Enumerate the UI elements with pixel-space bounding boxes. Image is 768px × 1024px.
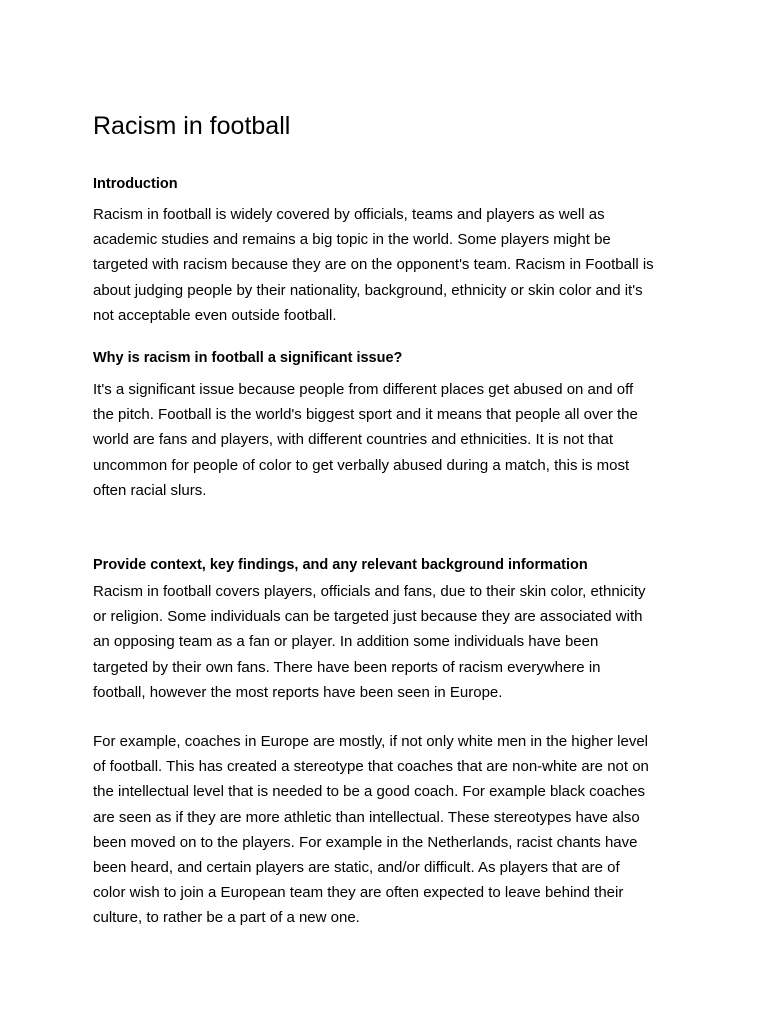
text-line: uncommon for people of color to get verbally abused during a match, this is most: [93, 456, 630, 474]
text-line: Racism in football covers players, officials and fans, due to their skin color, ethnicity: [93, 583, 646, 600]
section-heading-introduction: Introduction: [93, 176, 178, 192]
text-line: the pitch. Football is the world's biggest sport and it means that people all over the: [93, 406, 638, 424]
text-line: about judging people by their nationality, background, ethnicity or skin color and it's: [93, 281, 643, 299]
section-significance-paragraph: [93, 377, 693, 503]
text-line: culture, to rather be a part of a new one.: [93, 909, 360, 927]
text-line: the intellectual level that is needed to be a good coach. For example black coaches: [93, 783, 646, 801]
text-line: football, however the most reports have been seen in Europe.: [93, 683, 503, 701]
text-line: been heard, and certain players are static, and/or difficult. As players that are of: [93, 859, 620, 877]
text-line: For example, coaches in Europe are mostly, if not only white men in the higher level: [93, 733, 648, 750]
text-line: or religion. Some individuals can be targeted just because they are associated with: [93, 608, 643, 626]
text-line: Racism in football is widely covered by officials, teams and players as well as: [93, 206, 605, 223]
section-introduction-paragraph: [93, 202, 693, 328]
text-line: are seen as if they are more athletic than intellectual. These stereotypes have also: [93, 808, 640, 826]
section-heading-context: Provide context, key findings, and any relevant background information: [93, 557, 588, 573]
text-line: been moved on to the players. For example in the Netherlands, racist chants have: [93, 833, 638, 851]
text-line: not acceptable even outside football.: [93, 306, 337, 324]
text-line: targeted by their own fans. There have been reports of racism everywhere in: [93, 658, 601, 676]
section-heading-significance: Why is racism in football a significant issue?: [93, 350, 403, 366]
text-line: world are fans and players, with different countries and ethnicities. It is not that: [93, 431, 614, 449]
text-line: academic studies and remains a big topic in the world. Some players might be: [93, 231, 611, 249]
section-context-paragraph-2: [93, 729, 693, 931]
text-line: an opposing team as a fan or player. In addition some individuals have been: [93, 633, 599, 651]
document-title: Racism in football: [93, 112, 291, 140]
text-line: It's a significant issue because people from different places get abused on and off: [93, 381, 634, 398]
text-line: color wish to join a European team they are often expected to leave behind their: [93, 884, 624, 902]
text-line: of football. This has created a stereotype that coaches that are non-white are not on: [93, 758, 649, 776]
text-line: often racial slurs.: [93, 481, 207, 499]
section-context-paragraph-1: [93, 579, 693, 705]
text-line: targeted with racism because they are on the opponent's team. Racism in Football is: [93, 256, 654, 274]
